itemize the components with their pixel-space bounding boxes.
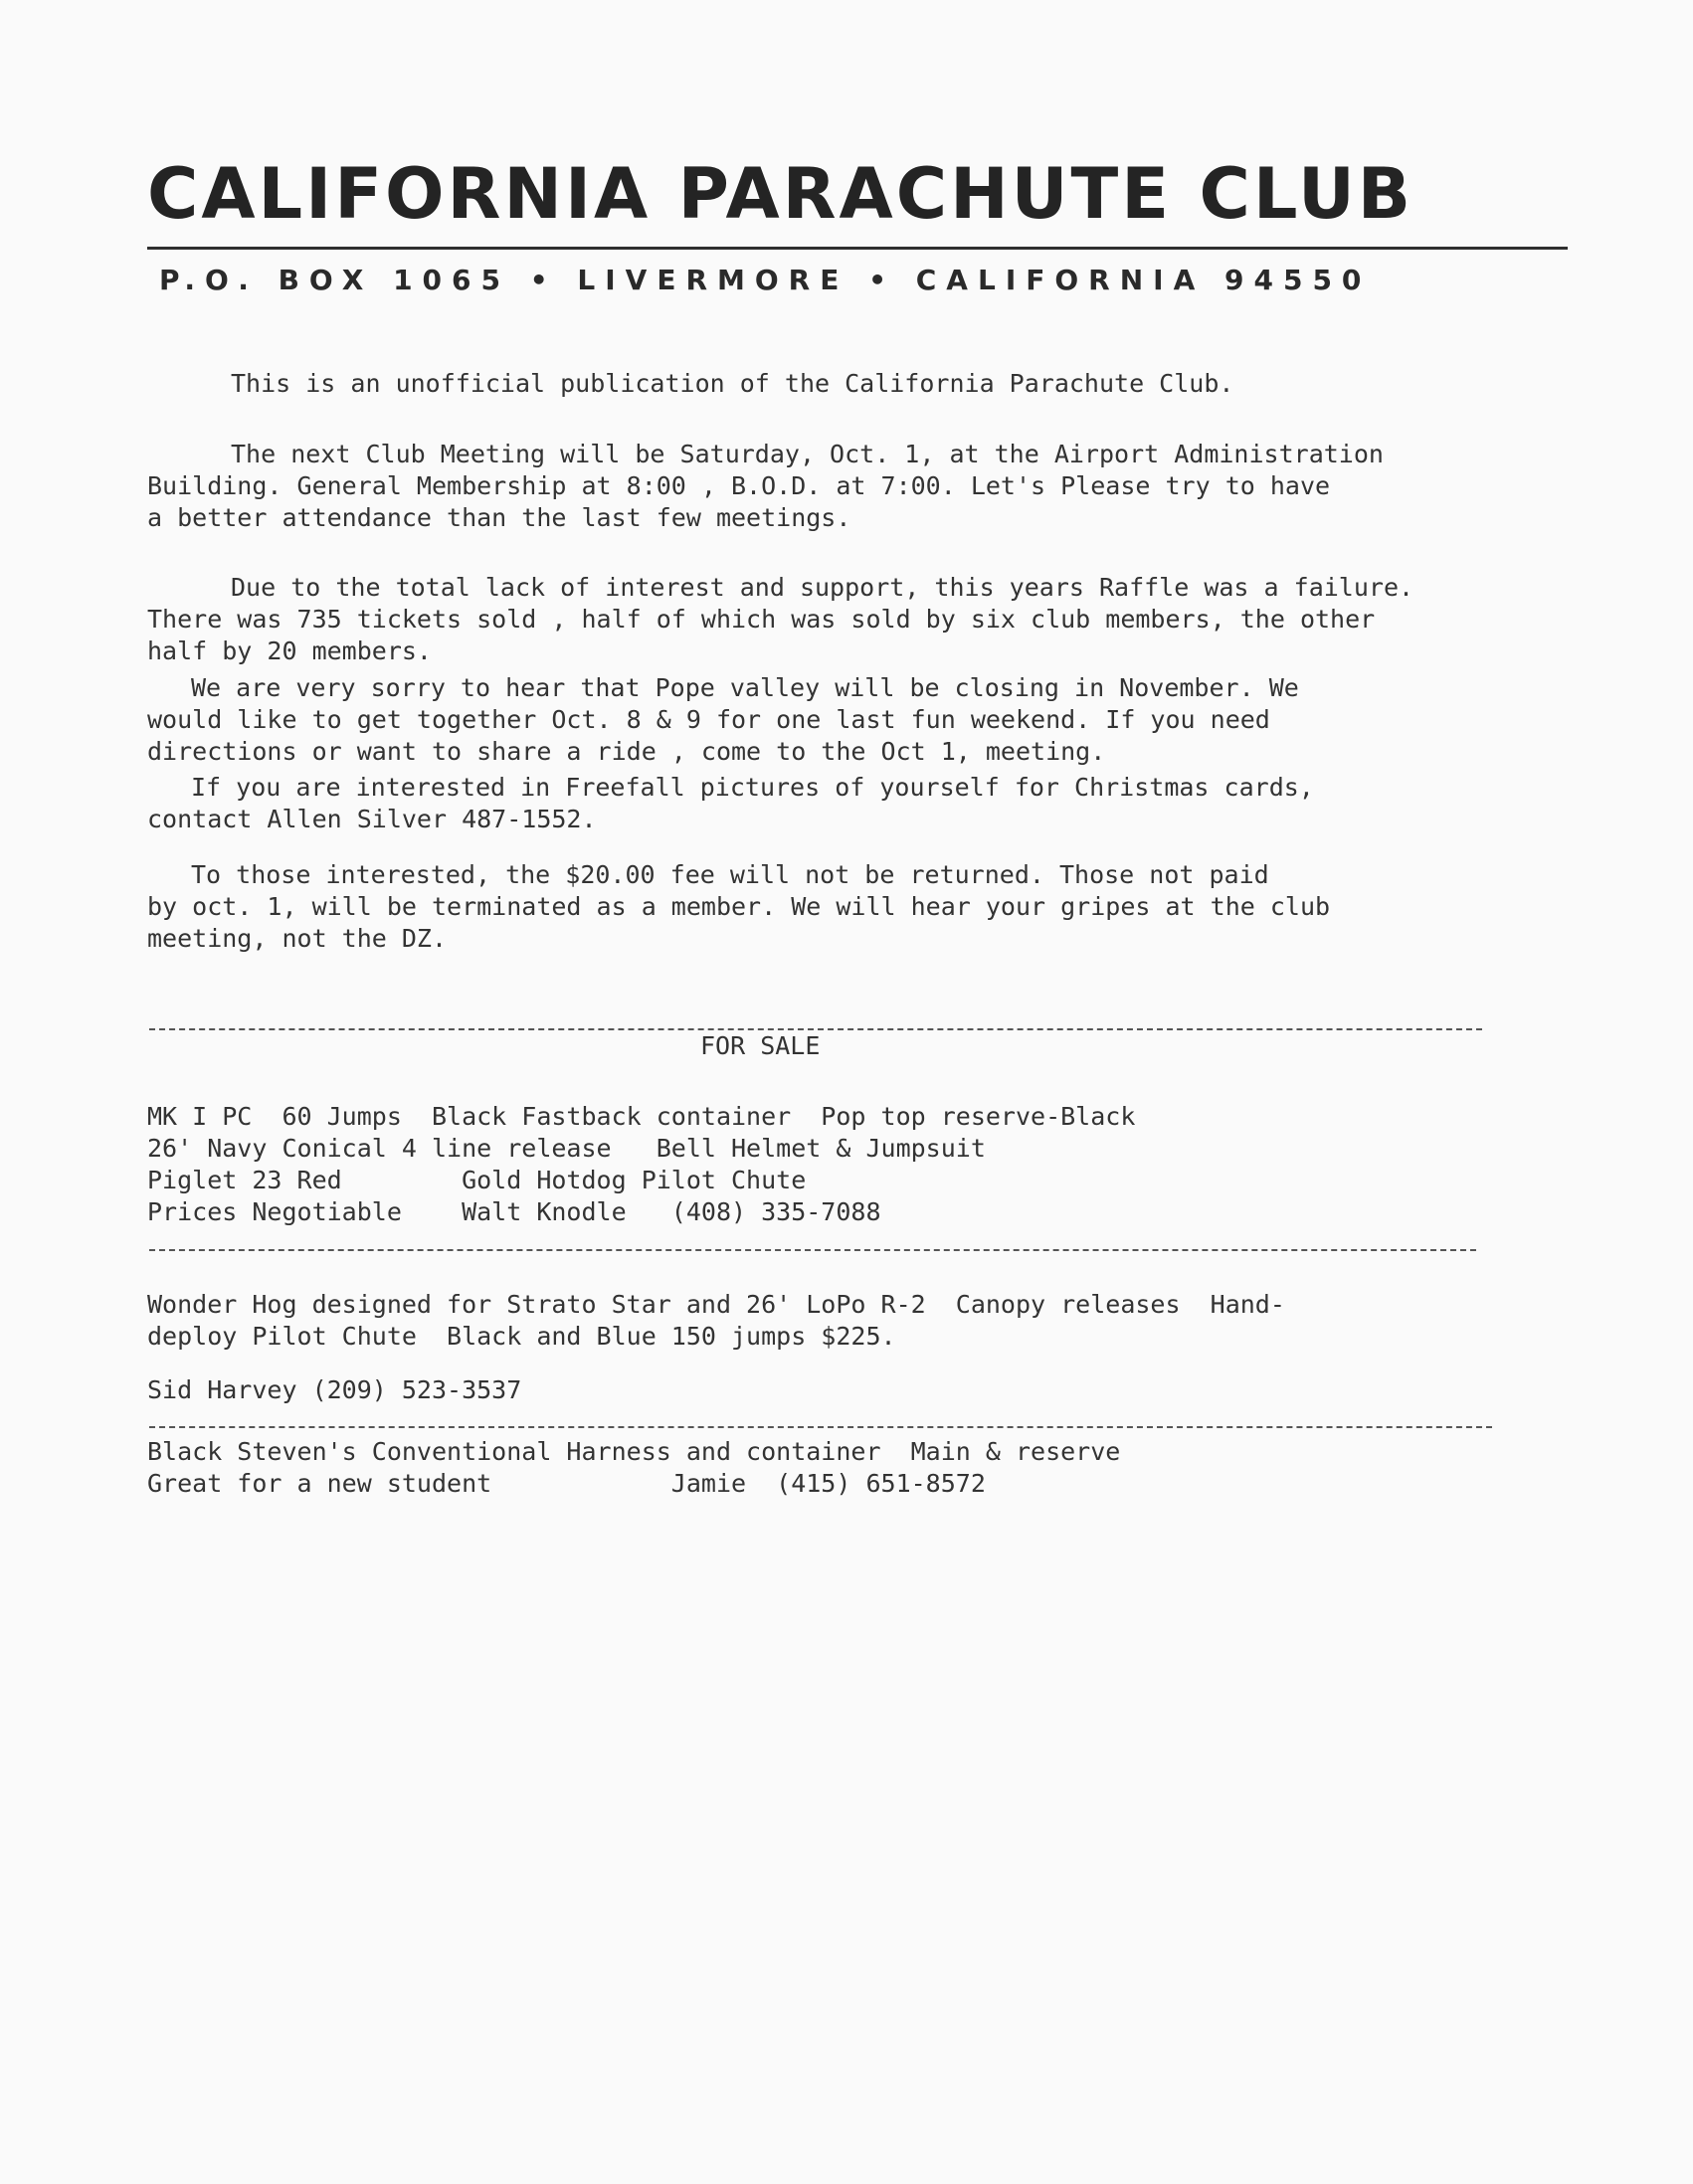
text-line: The next Club Meeting will be Saturday, Oct. 1, at the Airport Administration: [231, 440, 1384, 468]
text-line: contact Allen Silver 487-1552.: [147, 805, 597, 833]
letterhead-title: CALIFORNIA PARACHUTE CLUB: [147, 153, 1414, 235]
text-line: directions or want to share a ride , come to the Oct 1, meeting.: [147, 737, 1106, 766]
intro-line: This is an unofficial publication of the California Parachute Club.: [231, 369, 1234, 398]
text-line: half by 20 members.: [147, 637, 432, 665]
text-line: To those interested, the $20.00 fee will not be returned. Those not paid: [191, 860, 1269, 889]
text-line: by oct. 1, will be terminated as a member. We will hear your gripes at the club: [147, 892, 1331, 921]
text-line: meeting, not the DZ.: [147, 924, 448, 953]
letterhead-rule: [147, 247, 1568, 250]
text-line: Building. General Membership at 8:00 , B.O.D. at 7:00. Let's Please try to have: [147, 471, 1331, 500]
text-line: Due to the total lack of interest and support, this years Raffle was a failure.: [231, 573, 1414, 602]
text-line: If you are interested in Freefall pictures of yourself for Christmas cards,: [191, 773, 1314, 802]
text-line: Black Steven's Conventional Harness and container Main & reserve: [147, 1437, 1121, 1466]
text-line: 26' Navy Conical 4 line release Bell Helmet & Jumpsuit: [147, 1134, 986, 1163]
text-line: MK I PC 60 Jumps Black Fastback container Pop top reserve-Black: [147, 1102, 1136, 1131]
listing-contact: Sid Harvey (209) 523-3537: [147, 1375, 522, 1404]
dashed-divider: [149, 1426, 1492, 1428]
text-line: a better attendance than the last few meetings.: [147, 503, 851, 532]
text-line: Great for a new student Jamie (415) 651-8572: [147, 1469, 986, 1498]
text-line: Prices Negotiable Walt Knodle (408) 335-7088: [147, 1197, 881, 1226]
text-line: would like to get together Oct. 8 & 9 for one last fun weekend. If you need: [147, 705, 1270, 734]
text-line: We are very sorry to hear that Pope valley will be closing in November. We: [191, 673, 1299, 702]
letterhead-address: P.O. BOX 1065 • LIVERMORE • CALIFORNIA 94550: [159, 264, 1372, 296]
dashed-divider: [149, 1249, 1476, 1251]
for-sale-heading: FOR SALE: [700, 1031, 821, 1060]
text-line: Piglet 23 Red Gold Hotdog Pilot Chute: [147, 1166, 807, 1194]
text-line: There was 735 tickets sold , half of which was sold by six club members, the other: [147, 605, 1376, 634]
text-line: Wonder Hog designed for Strato Star and 26' LoPo R-2 Canopy releases Hand-: [147, 1290, 1285, 1319]
text-line: deploy Pilot Chute Black and Blue 150 jumps $225.: [147, 1322, 896, 1351]
